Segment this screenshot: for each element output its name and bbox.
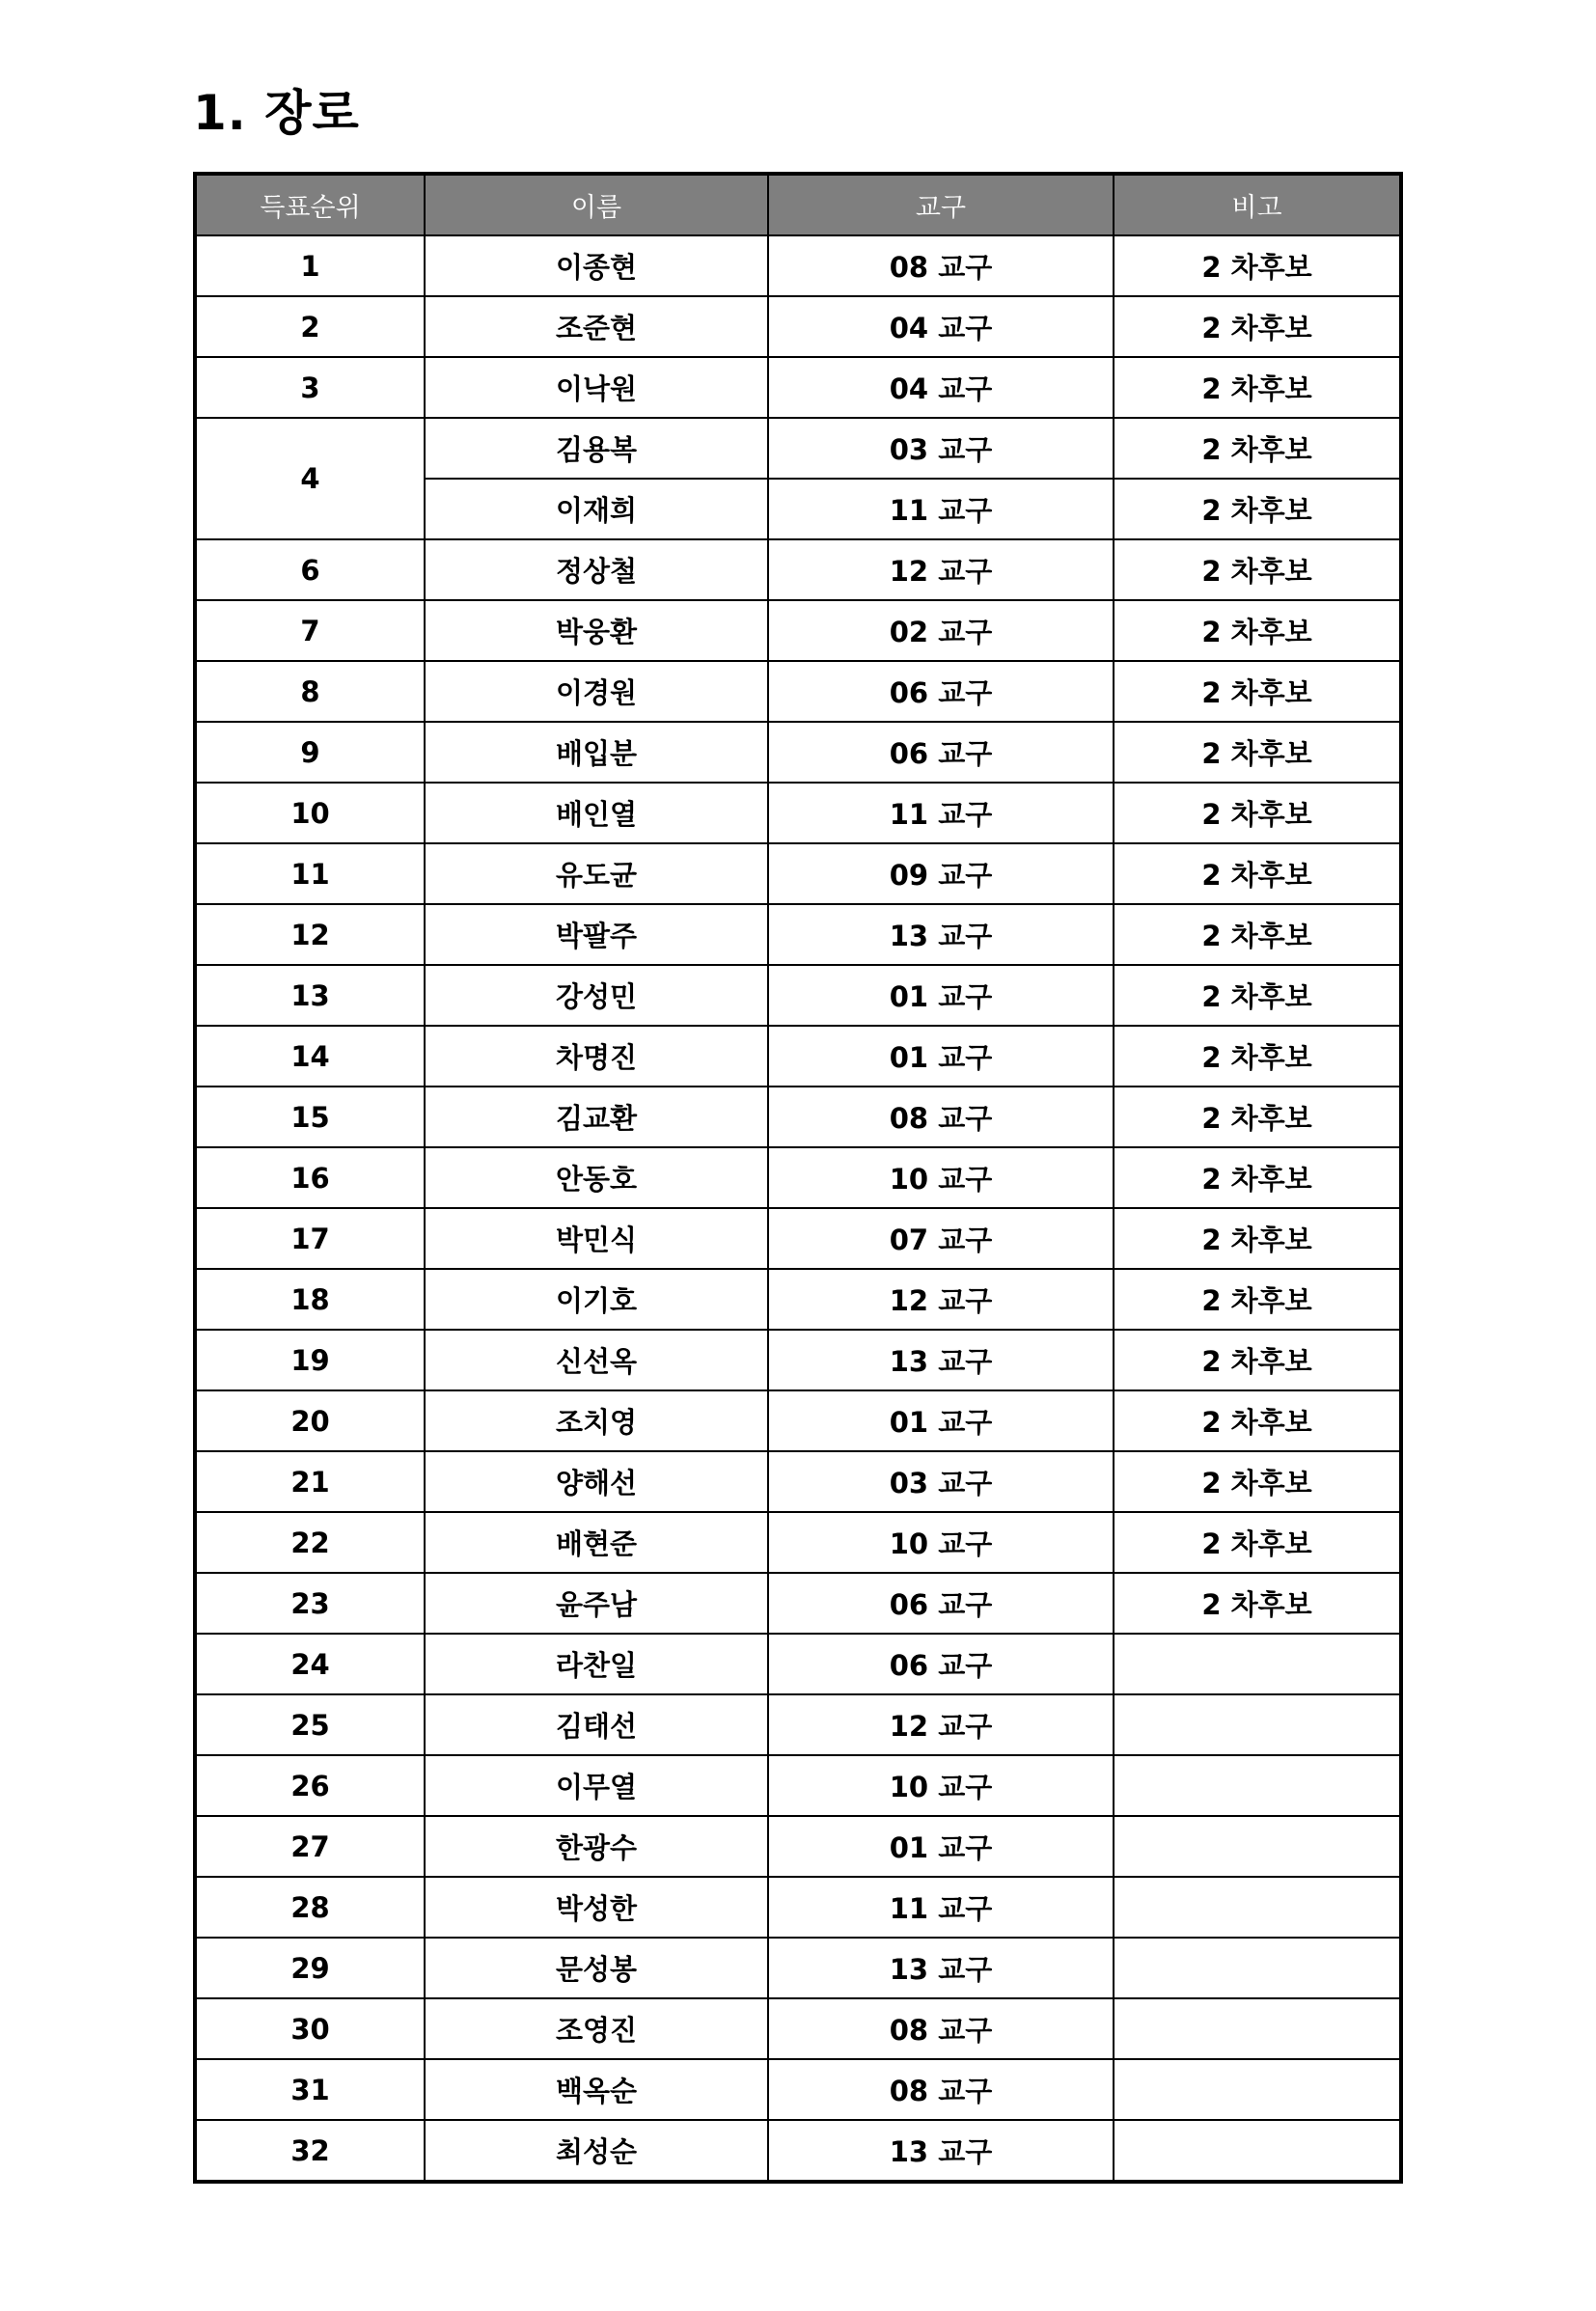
note-cell: 2 차후보 <box>1114 1269 1401 1330</box>
rank-cell: 29 <box>195 1938 425 1998</box>
name-cell: 안동호 <box>425 1147 768 1208</box>
district-cell: 08 교구 <box>768 2059 1114 2120</box>
name-cell: 김교환 <box>425 1087 768 1147</box>
table-row <box>195 1694 1401 1755</box>
name-cell: 강성민 <box>425 965 768 1026</box>
name-cell: 조준현 <box>425 296 768 357</box>
note-cell: 2 차후보 <box>1114 235 1401 296</box>
district-cell: 10 교구 <box>768 1755 1114 1816</box>
rank-cell: 24 <box>195 1634 425 1694</box>
rank-cell: 28 <box>195 1877 425 1938</box>
header-note: 비고 <box>1114 174 1401 235</box>
district-cell: 10 교구 <box>768 1147 1114 1208</box>
table-row <box>195 1147 1401 1208</box>
table-row <box>195 1573 1401 1634</box>
district-cell: 13 교구 <box>768 1330 1114 1390</box>
note-cell <box>1114 1998 1401 2059</box>
rank-cell: 31 <box>195 2059 425 2120</box>
note-cell: 2 차후보 <box>1114 1147 1401 1208</box>
header-district: 교구 <box>768 174 1114 235</box>
name-cell: 이낙원 <box>425 357 768 418</box>
table-row <box>195 661 1401 722</box>
name-cell: 이무열 <box>425 1755 768 1816</box>
note-cell: 2 차후보 <box>1114 1573 1401 1634</box>
table-row <box>195 357 1401 418</box>
district-cell: 08 교구 <box>768 1087 1114 1147</box>
rank-cell: 1 <box>195 235 425 296</box>
note-cell: 2 차후보 <box>1114 418 1401 479</box>
district-cell: 13 교구 <box>768 904 1114 965</box>
name-cell: 백옥순 <box>425 2059 768 2120</box>
note-cell <box>1114 1877 1401 1938</box>
note-cell: 2 차후보 <box>1114 1512 1401 1573</box>
rank-cell: 18 <box>195 1269 425 1330</box>
rank-cell: 20 <box>195 1390 425 1451</box>
note-cell <box>1114 2059 1401 2120</box>
rank-cell: 32 <box>195 2120 425 2182</box>
note-cell: 2 차후보 <box>1114 357 1401 418</box>
name-cell: 한광수 <box>425 1816 768 1877</box>
name-cell: 조치영 <box>425 1390 768 1451</box>
table-row <box>195 2120 1401 2182</box>
section-title: 1. 장로 <box>193 85 360 141</box>
rank-cell: 16 <box>195 1147 425 1208</box>
district-cell: 12 교구 <box>768 1269 1114 1330</box>
rank-cell: 30 <box>195 1998 425 2059</box>
rank-cell: 11 <box>195 843 425 904</box>
table-row <box>195 296 1401 357</box>
note-cell: 2 차후보 <box>1114 1026 1401 1087</box>
table-row <box>195 1998 1401 2059</box>
name-cell: 배입분 <box>425 722 768 783</box>
table-row <box>195 1755 1401 1816</box>
rank-cell: 3 <box>195 357 425 418</box>
note-cell <box>1114 1816 1401 1877</box>
note-cell: 2 차후보 <box>1114 1330 1401 1390</box>
name-cell: 박팔주 <box>425 904 768 965</box>
rank-cell: 25 <box>195 1694 425 1755</box>
district-cell: 09 교구 <box>768 843 1114 904</box>
name-cell: 라찬일 <box>425 1634 768 1694</box>
table-row <box>195 1330 1401 1390</box>
table-row <box>195 539 1401 600</box>
district-cell: 01 교구 <box>768 1816 1114 1877</box>
district-cell: 06 교구 <box>768 1634 1114 1694</box>
district-cell: 13 교구 <box>768 1938 1114 1998</box>
district-cell: 08 교구 <box>768 235 1114 296</box>
note-cell: 2 차후보 <box>1114 1390 1401 1451</box>
note-cell: 2 차후보 <box>1114 965 1401 1026</box>
name-cell: 김태선 <box>425 1694 768 1755</box>
note-cell: 2 차후보 <box>1114 1087 1401 1147</box>
rank-cell: 21 <box>195 1451 425 1512</box>
rank-cell: 7 <box>195 600 425 661</box>
table-row <box>195 600 1401 661</box>
table-row <box>195 1816 1401 1877</box>
rank-cell: 10 <box>195 783 425 843</box>
note-cell: 2 차후보 <box>1114 1451 1401 1512</box>
rank-cell: 23 <box>195 1573 425 1634</box>
district-cell: 06 교구 <box>768 661 1114 722</box>
district-cell: 10 교구 <box>768 1512 1114 1573</box>
note-cell: 2 차후보 <box>1114 843 1401 904</box>
rank-cell: 22 <box>195 1512 425 1573</box>
rank-cell: 12 <box>195 904 425 965</box>
name-cell: 정상철 <box>425 539 768 600</box>
name-cell: 신선옥 <box>425 1330 768 1390</box>
table-row <box>195 1269 1401 1330</box>
rank-cell: 13 <box>195 965 425 1026</box>
table-row <box>195 2059 1401 2120</box>
district-cell: 01 교구 <box>768 965 1114 1026</box>
district-cell: 04 교구 <box>768 296 1114 357</box>
note-cell <box>1114 1938 1401 1998</box>
rank-cell: 4 <box>195 418 425 539</box>
table-row <box>195 1877 1401 1938</box>
elder-vote-table <box>193 172 1403 2184</box>
note-cell <box>1114 2120 1401 2182</box>
district-cell: 11 교구 <box>768 783 1114 843</box>
note-cell <box>1114 1755 1401 1816</box>
name-cell: 김용복 <box>425 418 768 479</box>
table-row <box>195 783 1401 843</box>
table-row <box>195 1451 1401 1512</box>
rank-cell: 9 <box>195 722 425 783</box>
name-cell: 이재희 <box>425 479 768 539</box>
table-row <box>195 965 1401 1026</box>
district-cell: 13 교구 <box>768 2120 1114 2182</box>
note-cell <box>1114 1694 1401 1755</box>
table-row <box>195 418 1401 479</box>
table-row <box>195 235 1401 296</box>
table-row <box>195 1938 1401 1998</box>
table-row <box>195 1026 1401 1087</box>
name-cell: 이경원 <box>425 661 768 722</box>
table-row <box>195 1512 1401 1573</box>
note-cell: 2 차후보 <box>1114 600 1401 661</box>
rank-cell: 2 <box>195 296 425 357</box>
note-cell: 2 차후보 <box>1114 296 1401 357</box>
name-cell: 문성봉 <box>425 1938 768 1998</box>
table-row <box>195 722 1401 783</box>
name-cell: 이기호 <box>425 1269 768 1330</box>
name-cell: 박성한 <box>425 1877 768 1938</box>
name-cell: 차명진 <box>425 1026 768 1087</box>
name-cell: 이종현 <box>425 235 768 296</box>
district-cell: 06 교구 <box>768 722 1114 783</box>
table-row <box>195 1208 1401 1269</box>
note-cell: 2 차후보 <box>1114 479 1401 539</box>
table-header-row <box>195 174 1401 235</box>
table-row <box>195 843 1401 904</box>
rank-cell: 27 <box>195 1816 425 1877</box>
district-cell: 03 교구 <box>768 418 1114 479</box>
note-cell: 2 차후보 <box>1114 1208 1401 1269</box>
note-cell: 2 차후보 <box>1114 539 1401 600</box>
name-cell: 윤주남 <box>425 1573 768 1634</box>
rank-cell: 19 <box>195 1330 425 1390</box>
name-cell: 양해선 <box>425 1451 768 1512</box>
name-cell: 배인열 <box>425 783 768 843</box>
district-cell: 12 교구 <box>768 1694 1114 1755</box>
district-cell: 03 교구 <box>768 1451 1114 1512</box>
district-cell: 02 교구 <box>768 600 1114 661</box>
table-row <box>195 1087 1401 1147</box>
rank-cell: 14 <box>195 1026 425 1087</box>
table-row <box>195 1634 1401 1694</box>
rank-cell: 6 <box>195 539 425 600</box>
district-cell: 06 교구 <box>768 1573 1114 1634</box>
district-cell: 07 교구 <box>768 1208 1114 1269</box>
rank-cell: 15 <box>195 1087 425 1147</box>
note-cell: 2 차후보 <box>1114 661 1401 722</box>
district-cell: 11 교구 <box>768 479 1114 539</box>
name-cell: 박민식 <box>425 1208 768 1269</box>
name-cell: 박웅환 <box>425 600 768 661</box>
rank-cell: 17 <box>195 1208 425 1269</box>
district-cell: 04 교구 <box>768 357 1114 418</box>
note-cell: 2 차후보 <box>1114 904 1401 965</box>
district-cell: 11 교구 <box>768 1877 1114 1938</box>
district-cell: 08 교구 <box>768 1998 1114 2059</box>
table-row <box>195 904 1401 965</box>
header-name: 이름 <box>425 174 768 235</box>
district-cell: 01 교구 <box>768 1390 1114 1451</box>
table-row <box>195 1390 1401 1451</box>
name-cell: 유도균 <box>425 843 768 904</box>
name-cell: 조영진 <box>425 1998 768 2059</box>
note-cell: 2 차후보 <box>1114 783 1401 843</box>
rank-cell: 26 <box>195 1755 425 1816</box>
name-cell: 배현준 <box>425 1512 768 1573</box>
district-cell: 01 교구 <box>768 1026 1114 1087</box>
header-rank: 득표순위 <box>195 174 425 235</box>
table-body <box>195 235 1401 2182</box>
name-cell: 최성순 <box>425 2120 768 2182</box>
district-cell: 12 교구 <box>768 539 1114 600</box>
note-cell: 2 차후보 <box>1114 722 1401 783</box>
note-cell <box>1114 1634 1401 1694</box>
rank-cell: 8 <box>195 661 425 722</box>
